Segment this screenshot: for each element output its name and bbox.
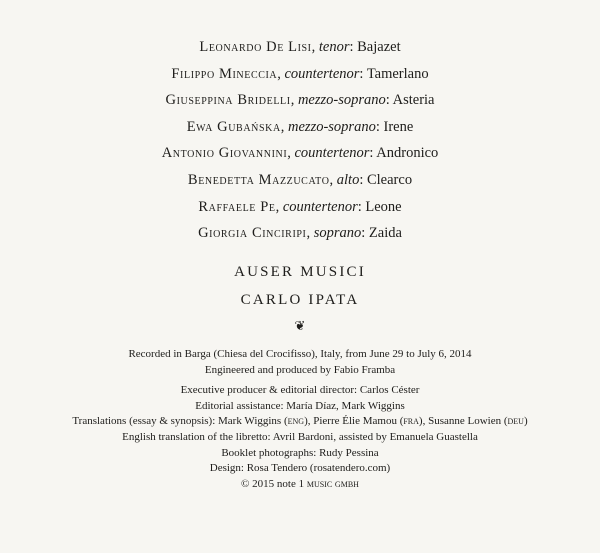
cast-entry: Leonardo De Lisi, tenor: Bajazet (199, 39, 401, 55)
voice-type: countertenor (282, 198, 358, 215)
cast-entry: Filippo Mineccia, countertenor: Tamerlano (171, 65, 429, 82)
copyright-prefix: © 2015 note 1 (241, 477, 307, 490)
ensemble-name: AUSER MUSICI (234, 264, 366, 280)
role-name: Leone (365, 198, 402, 215)
lang-eng: eng (287, 415, 305, 428)
translations-mid: ), Susanne Lowien ( (418, 415, 508, 428)
lang-deu: deu (507, 415, 524, 428)
credit-libretto: English translation of the libretto: Avril Bardoni, assisted by Emanuela Guastella (122, 430, 478, 443)
role-name: Bajazet (357, 39, 401, 55)
cast-list (0, 34, 600, 247)
translations-mid: ), Pierre Élie Mamou ( (304, 415, 404, 428)
singer-name: Giorgia Cinciripi (198, 225, 307, 242)
cast-entry: Raffaele Pe, countertenor: Leone (198, 198, 402, 215)
role-name: Irene (383, 118, 414, 135)
voice-type: countertenor (284, 65, 360, 82)
singer-name: Leonardo De Lisi (199, 39, 312, 55)
voice-type: mezzo-soprano (297, 92, 386, 109)
cast-entry: Benedetta Mazzucato, alto: Clearco (187, 171, 413, 188)
cast-entry: Giorgia Cinciripi, soprano: Zaida (198, 225, 402, 242)
voice-type: countertenor (294, 145, 370, 162)
fleuron-icon: ❦ (294, 318, 306, 333)
singer-name: Giuseppina Bridelli (165, 92, 291, 109)
translations-suffix: ) (523, 415, 528, 428)
cast-entry: Giuseppina Bridelli, mezzo-soprano: Asteria (165, 92, 435, 109)
role-name: Zaida (368, 225, 402, 242)
translations-prefix: Translations (essay & synopsis): Mark Wiggins ( (72, 415, 288, 428)
role-name: Andronico (376, 145, 439, 162)
role-name: Asteria (392, 92, 435, 109)
voice-type: soprano (313, 225, 362, 242)
cast-entry: Ewa Gubańska, mezzo-soprano: Irene (186, 118, 414, 135)
credits-block (0, 347, 600, 492)
singer-name: Raffaele Pe (198, 198, 276, 215)
credit-translations (0, 414, 600, 430)
ensemble-block (0, 258, 600, 314)
singer-name: Filippo Mineccia (171, 65, 278, 82)
voice-type: tenor (318, 39, 350, 55)
credit-recorded: Recorded in Barga (Chiesa del Crocifisso), Italy, from June 29 to July 6, 2014 (128, 348, 472, 360)
lang-fra: fra (403, 415, 419, 428)
role-name: Clearco (366, 171, 413, 188)
voice-type: mezzo-soprano (288, 118, 376, 135)
credit-executive: Executive producer & editorial director: Carlos Céster (180, 384, 420, 397)
credit-design: Design: Rosa Tendero (rosatendero.com) (209, 462, 391, 475)
singer-name: Benedetta Mazzucato (187, 171, 330, 188)
credit-copyright (0, 477, 600, 493)
role-name: Tamerlano (366, 65, 429, 82)
credit-engineered: Engineered and produced by Fabio Framba (204, 363, 396, 376)
voice-type: alto (336, 171, 360, 188)
singer-name: Ewa Gubańska (186, 118, 281, 135)
cast-entry: Antonio Giovannini, countertenor: Andronico (161, 145, 439, 162)
credit-editorial: Editorial assistance: María Díaz, Mark Wiggins (195, 399, 405, 412)
credit-photographs: Booklet photographs: Rudy Pessina (221, 446, 379, 459)
singer-name: Antonio Giovannini (161, 145, 288, 162)
copyright-label: music gmbh (306, 477, 359, 490)
conductor-name: CARLO IPATA (240, 292, 360, 308)
